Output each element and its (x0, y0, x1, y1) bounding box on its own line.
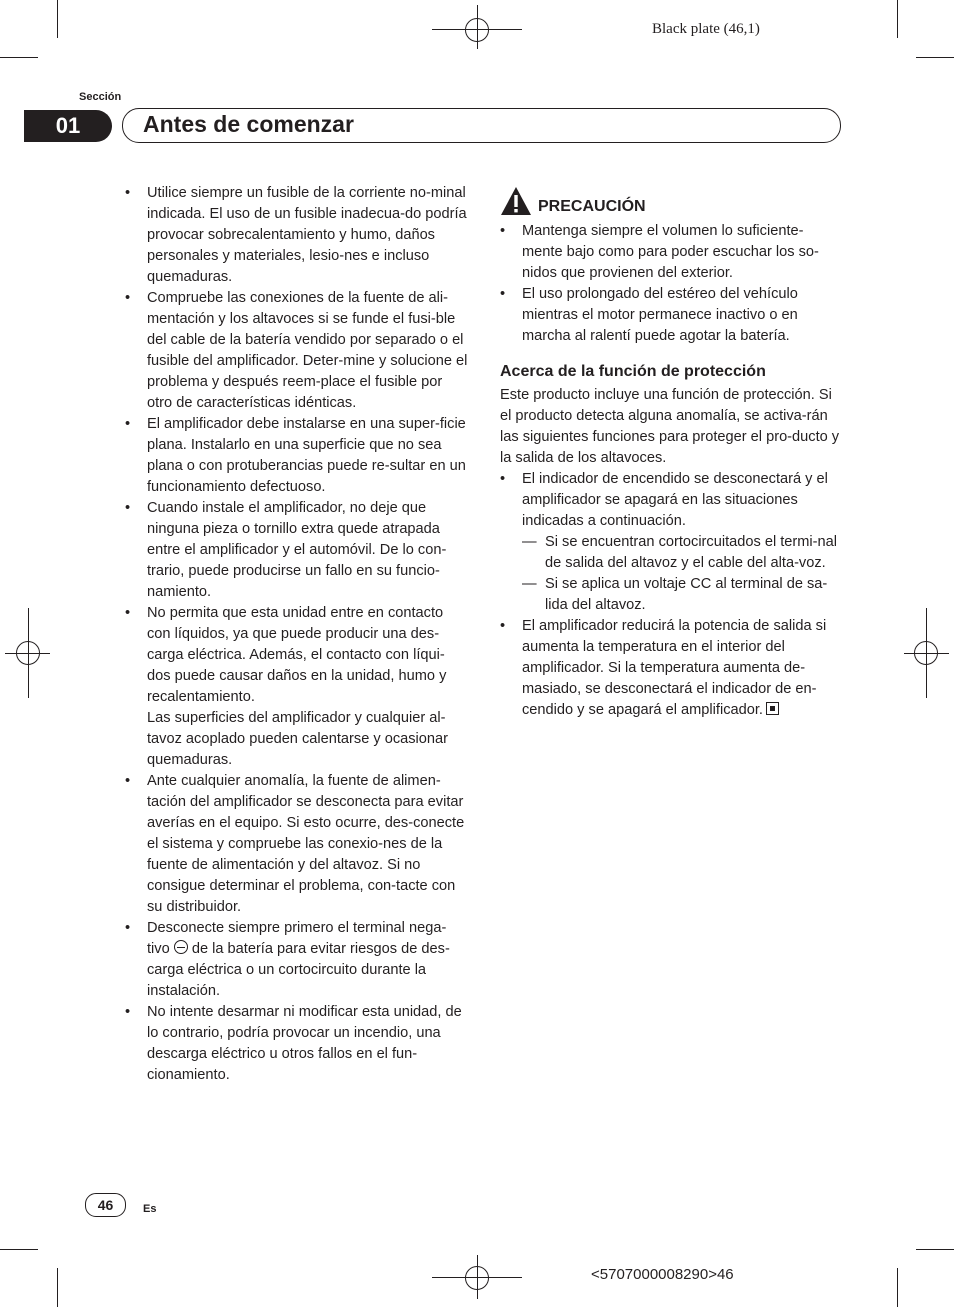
end-mark-icon (766, 702, 779, 715)
section-label: Sección (79, 91, 122, 103)
registration-target-icon (914, 641, 938, 665)
plate-label: Black plate (46,1) (652, 21, 760, 37)
crop-mark (57, 1268, 58, 1307)
registration-target-icon (16, 641, 40, 665)
list-item: • El indicador de encendido se desconectará y el amplificador se apagará en las situaciones indicadas a continuación. — Si se encuentran cortocircuitados el termi-nal de salida del altavoz y el cable del alta-voz. — Si se aplica un voltaje CC al terminal de sa-lida del altavoz. (500, 469, 842, 616)
list-item: • El amplificador reducirá la potencia de salida si aumenta la temperatura en el interior del amplificador. Si la temperatura aumenta de-masiado, se desconectará el indicador de en-cendido y se apagará el amplificador. (500, 618, 827, 718)
crop-mark (0, 1249, 38, 1250)
protection-intro: Este producto incluye una función de protección. Si el producto detecta alguna anomalía, se activa-rán las siguientes funciones para proteger el pro-ducto y la salida de los altavoces. (500, 387, 840, 466)
list-item: • El amplificador debe instalarse en una super-ficie plana. Instalarlo en una superficie que no sea plana o con protuberancias puede re-sultar en un funcionamiento defectuoso. (125, 416, 466, 495)
crop-mark (916, 1249, 954, 1250)
crop-mark (0, 57, 38, 58)
registration-target-icon (465, 18, 489, 42)
section-title-box (122, 108, 841, 143)
crop-mark (57, 0, 58, 38)
list-item: • Ante cualquier anomalía, la fuente de alimen-tación del amplificador se desconecta para evitar averías en el equipo. Si esto ocurre, des-conecte el sistema y compruebe las conexio-nes de la fuente de alimentación y del altavoz. Si no consigue determinar el problema, con-tacte con su distribuidor. (125, 773, 465, 915)
left-column (125, 183, 468, 1086)
document-code: <5707000008290>46 (591, 1266, 734, 1283)
right-column (500, 186, 842, 721)
page-number: 46 (85, 1193, 126, 1217)
caution-title: PRECAUCIÓN (538, 198, 646, 215)
negative-terminal-icon (174, 940, 188, 954)
list-item: • Compruebe las conexiones de la fuente de ali-mentación y los altavoces si se funde el fusi-ble del cable de la batería vendido por separado o el fusible del amplificador. Deter-mine y solucione el problema y después reem-place el fusible por otro de características idénticas. (125, 290, 468, 411)
crop-mark (897, 1268, 898, 1307)
list-item: • El uso prolongado del estéreo del vehículo mientras el motor permanece inactivo o en marcha al ralentí puede agotar la batería. (500, 286, 798, 344)
list-item: • Cuando instale el amplificador, no deje que ninguna pieza o tornillo extra quede atrapada entre el amplificador y el automóvil. De lo con-trario, puede producirse un fallo en su funcio-namiento. (125, 500, 447, 600)
list-item: • No permita que esta unidad entre en contacto con líquidos, ya que puede producir una des-carga eléctrica. Además, el contacto con líqui-dos puede causar daños en la unidad, humo y recalentamiento. Las superficies del amplificador y cualquier al-tavoz acoplado pueden calentarse y ocasionar quemaduras. (125, 605, 448, 768)
registration-target-icon (465, 1266, 489, 1290)
page-title: Antes de comenzar (143, 111, 354, 137)
list-item: • Utilice siempre un fusible de la corriente no-minal indicada. El uso de un fusible inadecua-do podría provocar sobrecalentamiento y humo, daños personales y materiales, lesio-nes e incluso quemaduras. (125, 185, 467, 285)
list-item: • Mantenga siempre el volumen lo suficiente-mente bajo como para poder escuchar los so-nidos que provienen del exterior. (500, 223, 819, 281)
language-label: Es (143, 1203, 157, 1215)
sub-list-item: — Si se encuentran cortocircuitados el termi-nal de salida del altavoz y el cable del alta-voz. (522, 534, 838, 571)
warning-triangle-icon (500, 186, 532, 216)
protection-heading: Acerca de la función de protección (500, 363, 766, 380)
list-item: • Desconecte siempre primero el terminal nega-tivo de la batería para evitar riesgos de des-carga eléctrica o un cortocircuito durante la instalación. (125, 920, 450, 999)
list-item: • No intente desarmar ni modificar esta unidad, de lo contrario, podría provocar un incendio, una descarga eléctrico u otros fallos en el fun-cionamiento. (125, 1004, 462, 1083)
caution-header (500, 186, 842, 221)
section-number: 01 (24, 110, 112, 142)
crop-mark (916, 57, 954, 58)
crop-mark (897, 0, 898, 38)
sub-list-item: — Si se aplica un voltaje CC al terminal de sa-lida del altavoz. (522, 576, 828, 613)
